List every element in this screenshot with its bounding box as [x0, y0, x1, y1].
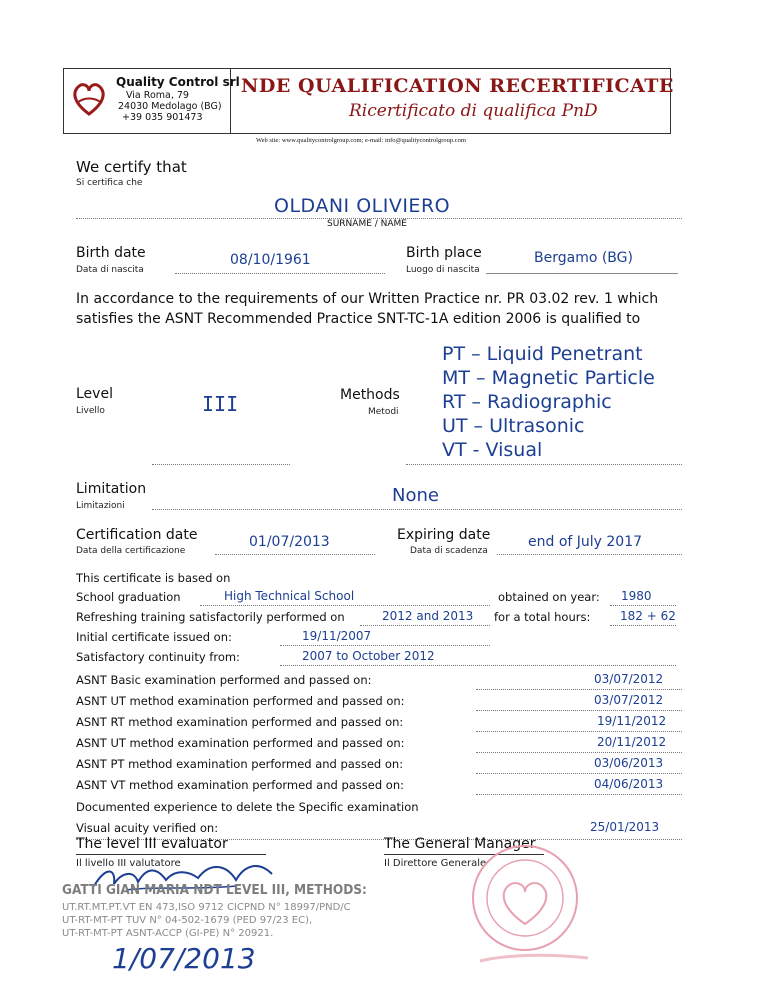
continuity-underline: [280, 665, 676, 666]
methods-list: [442, 342, 655, 462]
web-contact-line: Web site: www.qualitycontrolgroup.com; e-mail: info@qualitycontrolgroup.com: [256, 137, 466, 144]
exam-list: [76, 671, 682, 797]
evaluator-title: The level III evaluator: [76, 836, 228, 852]
company-address-street: Via Roma, 79: [126, 90, 189, 101]
exam-row: [76, 776, 682, 797]
refreshing-training-value: 2012 and 2013: [382, 609, 474, 623]
certification-date-label-italian: Data della certificazione: [76, 546, 186, 556]
exam-row: [76, 713, 682, 734]
birth-place-underline: [486, 273, 678, 274]
exam-label: ASNT UT method examination performed and passed on:: [76, 694, 405, 708]
total-hours-underline: [610, 625, 676, 626]
company-logo-box: [63, 68, 240, 134]
school-graduation-value: High Technical School: [224, 589, 355, 603]
continuity-value: 2007 to October 2012: [302, 649, 435, 663]
birth-date-label: Birth date: [76, 245, 146, 261]
level-label-italian: Livello: [76, 406, 105, 416]
initial-underline: [280, 645, 490, 646]
obtained-year-value: 1980: [621, 589, 652, 603]
exam-label: ASNT UT method examination performed and passed on:: [76, 736, 405, 750]
method-item: PT – Liquid Penetrant: [442, 343, 643, 365]
exam-row: [76, 734, 682, 755]
exam-date: 20/11/2012: [597, 735, 667, 749]
level-label: Level: [76, 386, 113, 402]
exam-label: ASNT PT method examination performed and passed on:: [76, 757, 404, 771]
refreshing-underline: [360, 625, 490, 626]
evaluator-stamp-line-3: UT-RT-MT-PT TUV N° 04-502-1679 (PED 97/23 EC),: [62, 915, 313, 926]
visual-acuity-date: 25/01/2013: [590, 820, 660, 834]
visual-acuity-label: Visual acuity verified on:: [76, 821, 219, 835]
evaluator-handwritten-date: 1/07/2013: [112, 942, 256, 975]
obtained-year-label: obtained on year:: [498, 590, 600, 604]
certification-date-underline: [215, 554, 375, 555]
total-hours-value: 182 + 62: [620, 609, 676, 623]
exam-label: ASNT Basic examination performed and passed on:: [76, 673, 372, 687]
exam-date: 03/07/2012: [594, 672, 664, 686]
limitation-label: Limitation: [76, 481, 147, 497]
methods-underline: [406, 464, 682, 465]
exam-row: [76, 671, 682, 692]
certification-date-value: 01/07/2013: [249, 534, 330, 550]
exam-date: 03/06/2013: [594, 756, 664, 770]
certify-heading-italian: Si certifica che: [76, 178, 143, 188]
methods-label-italian: Metodi: [368, 407, 399, 417]
birth-place-label-italian: Luogo di nascita: [406, 265, 480, 275]
method-item: VT - Visual: [442, 439, 543, 461]
basis-intro: This certificate is based on: [76, 571, 231, 585]
expiring-date-underline: [497, 554, 682, 555]
holder-name: OLDANI OLIVIERO: [274, 195, 451, 217]
accordance-line-2: satisfies the ASNT Recommended Practice SNT-TC-1A edition 2006 is qualified to: [76, 311, 641, 327]
expiring-date-value: end of July 2017: [528, 534, 643, 550]
name-caption: SURNAME / NAME: [327, 219, 407, 229]
initial-certificate-label: Initial certificate issued on:: [76, 630, 232, 644]
limitation-label-italian: Limitazioni: [76, 501, 125, 511]
expiring-date-label: Expiring date: [397, 527, 491, 543]
expiring-date-label-italian: Data di scadenza: [410, 546, 488, 556]
title-english: NDE QUALIFICATION RECERTIFICATE: [241, 75, 674, 97]
title-italian: Ricertificato di qualifica PnD: [349, 101, 598, 121]
level-value: III: [202, 392, 239, 416]
title-box: [229, 68, 674, 134]
exam-date: 03/07/2012: [594, 693, 664, 707]
continuity-label: Satisfactory continuity from:: [76, 650, 240, 664]
certify-heading: We certify that: [76, 158, 187, 176]
obtained-year-underline: [610, 605, 676, 606]
limitation-value: None: [392, 485, 439, 506]
birth-date-value: 08/10/1961: [230, 252, 311, 268]
evaluator-title-italian: Il livello III valutatore: [76, 858, 181, 869]
company-seal-stamp: [450, 836, 590, 976]
evaluator-stamp-line-1: GATTI GIAN MARIA NDT LEVEL III, METHODS:: [62, 882, 367, 898]
exam-label: ASNT VT method examination performed and passed on:: [76, 778, 405, 792]
certification-date-label: Certification date: [76, 527, 198, 543]
method-item: UT – Ultrasonic: [442, 415, 585, 437]
limitation-underline: [152, 509, 682, 510]
exam-row: [76, 755, 682, 776]
exam-date: 19/11/2012: [597, 714, 667, 728]
method-item: MT – Magnetic Particle: [442, 367, 655, 389]
total-hours-label: for a total hours:: [494, 610, 591, 624]
manager-title: The General Manager: [384, 836, 536, 852]
level-underline: [152, 464, 290, 465]
company-logo-icon: [70, 81, 108, 117]
school-underline: [200, 605, 490, 606]
experience-note: Documented experience to delete the Specific examination: [76, 800, 419, 814]
birth-date-label-italian: Data di nascita: [76, 265, 144, 275]
method-item: RT – Radiographic: [442, 391, 612, 413]
company-name: Quality Control srl: [116, 75, 240, 89]
evaluator-stamp-line-4: UT-RT-MT-PT ASNT-ACCP (GI-PE) N° 20921.: [62, 928, 274, 939]
exam-date: 04/06/2013: [594, 777, 664, 791]
initial-certificate-value: 19/11/2007: [302, 629, 372, 643]
school-graduation-label: School graduation: [76, 590, 181, 604]
accordance-line-1: In accordance to the requirements of our Written Practice nr. PR 03.02 rev. 1 which: [76, 291, 659, 307]
manager-title-italian: Il Direttore Generale: [384, 858, 487, 869]
refreshing-training-label: Refreshing training satisfactorily performed on: [76, 610, 345, 624]
exam-label: ASNT RT method examination performed and passed on:: [76, 715, 404, 729]
company-phone: +39 035 901473: [122, 112, 203, 123]
exam-row: [76, 692, 682, 713]
birth-place-value: Bergamo (BG): [534, 250, 633, 266]
birth-place-label: Birth place: [406, 245, 482, 261]
birth-date-underline: [175, 273, 385, 274]
methods-label: Methods: [340, 387, 400, 403]
evaluator-stamp-line-2: UT.RT.MT.PT.VT EN 473,ISO 9712 CICPND N° 18997/PND/C: [62, 902, 351, 913]
company-address-city: 24030 Medolago (BG): [118, 101, 222, 112]
